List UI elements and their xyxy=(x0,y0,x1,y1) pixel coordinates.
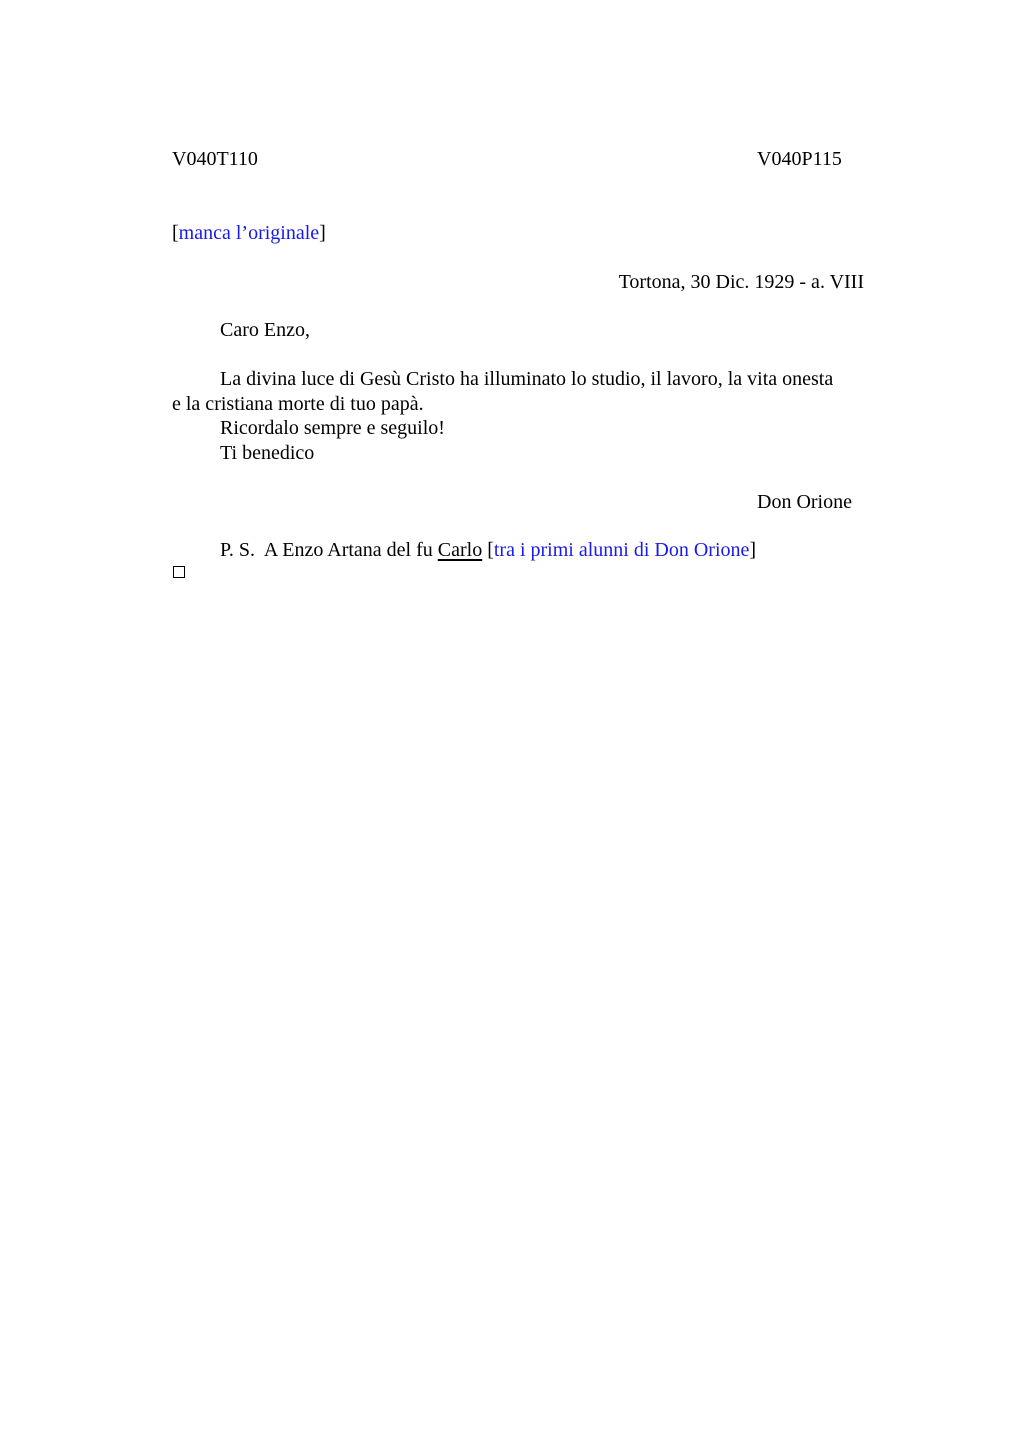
body-line-2: e la cristiana morte di tuo papà. xyxy=(172,393,424,415)
note-close-bracket: ] xyxy=(319,222,326,244)
editorial-note xyxy=(172,223,326,243)
postscript-note: tra i primi alunni di Don Orione xyxy=(493,539,750,561)
salutation: Caro Enzo, xyxy=(220,319,310,341)
postscript-bracket-close: ] xyxy=(749,539,757,561)
postscript-name: Carlo xyxy=(437,539,483,561)
postscript xyxy=(220,540,756,560)
note-open-bracket: [ xyxy=(172,222,179,244)
postscript-prefix: P. S. A Enzo Artana del fu xyxy=(220,539,438,561)
volume-page-code: V040P115 xyxy=(757,148,842,170)
signature: Don Orione xyxy=(757,491,852,513)
note-text: manca l’originale xyxy=(178,222,320,244)
volume-text-code: V040T110 xyxy=(172,148,258,170)
body-line-1: La divina luce di Gesù Cristo ha illuminato lo studio, il lavoro, la vita onesta xyxy=(220,368,834,390)
place-date: Tortona, 30 Dic. 1929 - a. VIII xyxy=(618,271,864,293)
postscript-bracket-open: [ xyxy=(482,539,494,561)
body-line-3: Ricordalo sempre e seguilo! xyxy=(220,417,445,439)
blessing-line: Ti benedico xyxy=(220,442,315,464)
end-marker-box-icon xyxy=(173,566,185,578)
